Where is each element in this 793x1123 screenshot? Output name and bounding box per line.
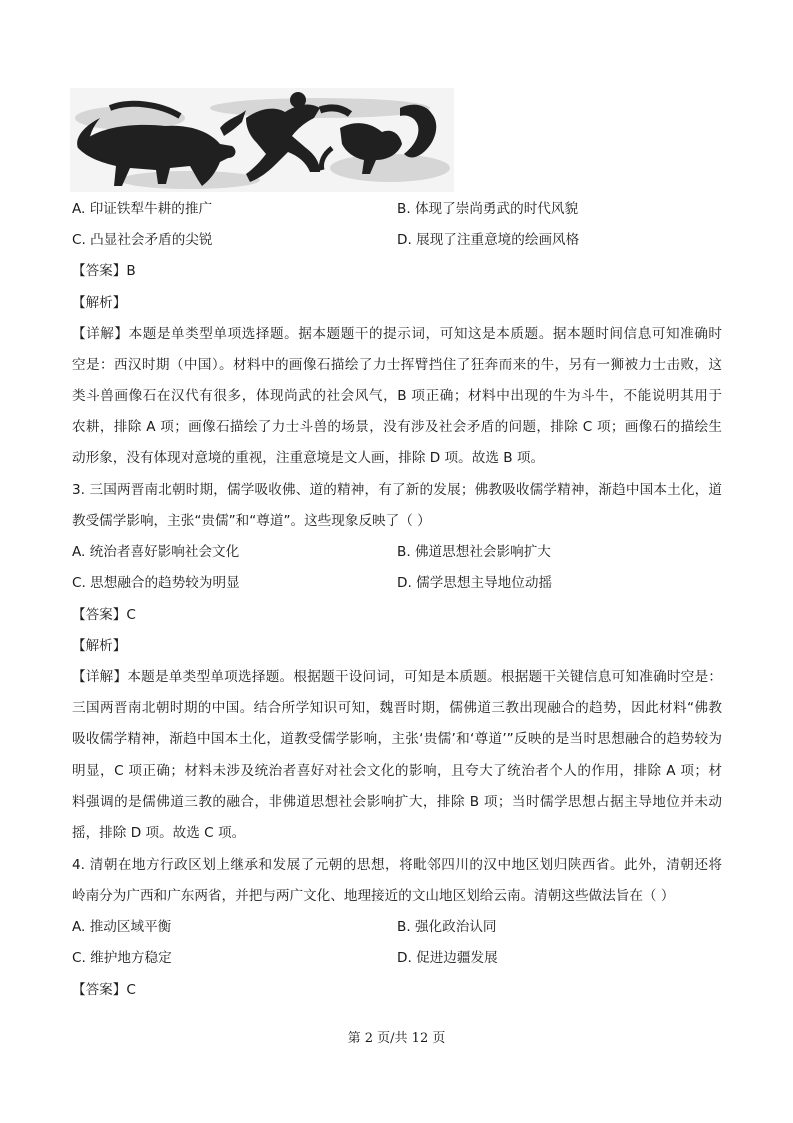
q3-option-a: A. 统治者喜好影响社会文化	[72, 544, 240, 560]
q2-option-b: B. 体现了崇尚勇武的时代风貌	[397, 201, 579, 217]
q3-option-d: D. 儒学思想主导地位动摇	[397, 575, 553, 591]
q2-detail-line: 动形象，没有体现对意境的重视，注重意境是文人画，排除 D 项。故选 B 项。	[72, 450, 545, 466]
q3-option-c: C. 思想融合的趋势较为明显	[72, 575, 240, 591]
q3-analysis-label: 【解析】	[72, 638, 127, 654]
q2-detail-line: 【详解】本题是单类型单项选择题。据本题题干的提示词，可知这是本质题。据本题时间信息可知准确时	[72, 326, 722, 342]
q3-detail-line: 摇，排除 D 项。故选 C 项。	[72, 825, 246, 841]
q4-stem-line: 岭南分为广西和广东两省，并把与两广文化、地理接近的文山地区划给云南。清朝这些做法旨在（ ）	[72, 888, 675, 904]
q3-detail-line: 【详解】本题是单类型单项选择题。根据题干设问词，可知是本质题。根据题干关键信息可知准确时空是：	[72, 669, 722, 685]
q2-detail-line: 空是：西汉时期（中国）。材料中的画像石描绘了力士挥臂挡住了狂奔而来的牛，另有一狮被力士击败，这	[72, 357, 722, 373]
q2-detail-line: 农耕，排除 A 项；画像石描绘了力士斗兽的场景，没有涉及社会矛盾的问题，排除 C 项；画像石的描绘生	[72, 419, 722, 435]
q3-detail-line: 三国两晋南北朝时期的中国。结合所学知识可知，魏晋时期，儒佛道三教出现融合的趋势，因此材料“佛教	[72, 700, 722, 716]
q4-stem-line: 4. 清朝在地方行政区划上继承和发展了元朝的思想，将毗邻四川的汉中地区划归陕西省。此外，清朝还将	[72, 857, 722, 873]
q4-option-b: B. 强化政治认同	[397, 919, 497, 935]
han-stone-relief-icon	[70, 88, 454, 192]
q3-option-b: B. 佛道思想社会影响扩大	[397, 544, 551, 560]
q3-detail-line: 料强调的是儒佛道三教的融合，非佛道思想社会影响扩大，排除 B 项；当时儒学思想占据主导地位并未动	[72, 794, 722, 810]
q2-analysis-label: 【解析】	[72, 295, 127, 311]
q3-stem-line: 3. 三国两晋南北朝时期，儒学吸收佛、道的精神，有了新的发展；佛教吸收儒学精神，渐趋中国本土化，道	[72, 482, 722, 498]
q4-answer: 【答案】C	[72, 982, 136, 998]
q3-answer: 【答案】C	[72, 607, 136, 623]
q4-option-c: C. 维护地方稳定	[72, 950, 172, 966]
q2-answer: 【答案】B	[72, 263, 136, 279]
stone-relief-image	[70, 88, 454, 192]
q2-detail-line: 类斗兽画像石在汉代有很多，体现尚武的社会风气，B 项正确；材料中出现的牛为斗牛，不能说明其用于	[72, 388, 722, 404]
q2-option-d: D. 展现了注重意境的绘画风格	[397, 232, 580, 248]
q3-stem-line: 教受儒学影响，主张“贵儒”和“尊道”。这些现象反映了（ ）	[72, 513, 431, 529]
q3-detail-line: 吸收儒学精神，渐趋中国本土化，道教受儒学影响，主张‘贵儒’和‘尊道’”反映的是当时思想融合的趋势较为	[72, 731, 722, 747]
q2-option-c: C. 凸显社会矛盾的尖锐	[72, 232, 213, 248]
q4-option-d: D. 促进边疆发展	[397, 950, 498, 966]
q3-detail-line: 明显，C 项正确；材料未涉及统治者喜好对社会文化的影响，且夸大了统治者个人的作用，排除 A 项；材	[72, 763, 722, 779]
q4-option-a: A. 推动区域平衡	[72, 919, 172, 935]
q2-option-a: A. 印证铁犁牛耕的推广	[72, 201, 213, 217]
page-footer: 第 2 页/共 12 页	[347, 1031, 446, 1046]
